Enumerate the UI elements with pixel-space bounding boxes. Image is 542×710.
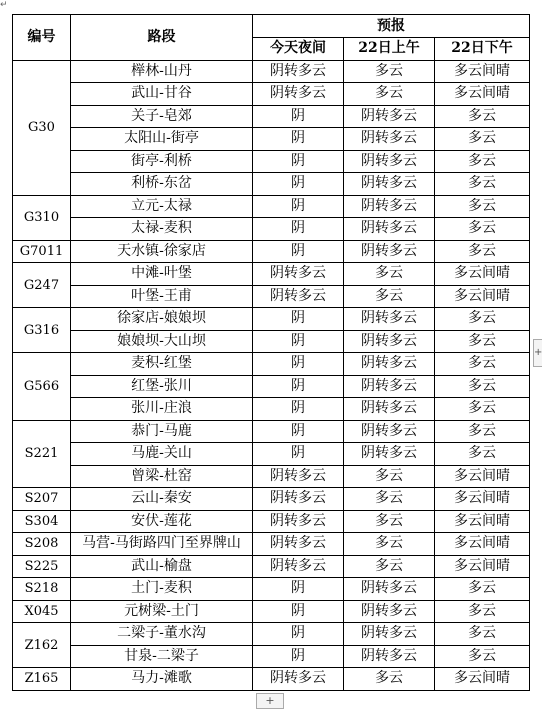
road-section-cell: 中滩-叶堡 bbox=[71, 263, 253, 286]
road-section-cell: 立元-太禄 bbox=[71, 195, 253, 218]
road-code-cell: S225 bbox=[13, 555, 71, 578]
table-row bbox=[13, 353, 530, 376]
pm-cell: 多云间晴 bbox=[435, 465, 530, 488]
tonight-cell: 阴 bbox=[253, 308, 344, 331]
road-code-cell: G316 bbox=[13, 308, 71, 353]
tonight-cell: 阴 bbox=[253, 443, 344, 466]
am-cell: 多云 bbox=[344, 60, 435, 83]
table-row bbox=[13, 285, 530, 308]
tonight-cell: 阴 bbox=[253, 128, 344, 151]
road-code-cell: X045 bbox=[13, 600, 71, 623]
am-cell: 多云 bbox=[344, 668, 435, 691]
am-cell: 阴转多云 bbox=[344, 150, 435, 173]
tonight-cell: 阴 bbox=[253, 623, 344, 646]
header-pm: 22日下午 bbox=[435, 38, 530, 61]
table-row bbox=[13, 510, 530, 533]
pm-cell: 多云 bbox=[435, 443, 530, 466]
road-code-cell: G7011 bbox=[13, 240, 71, 263]
road-section-cell: 二梁子-董水沟 bbox=[71, 623, 253, 646]
table-row bbox=[13, 623, 530, 646]
tonight-cell: 阴 bbox=[253, 375, 344, 398]
road-section-cell: 恭门-马鹿 bbox=[71, 420, 253, 443]
pm-cell: 多云 bbox=[435, 398, 530, 421]
tonight-cell: 阴转多云 bbox=[253, 510, 344, 533]
header-am: 22日上午 bbox=[344, 38, 435, 61]
road-section-cell: 武山-榆盘 bbox=[71, 555, 253, 578]
road-section-cell: 天水镇-徐家店 bbox=[71, 240, 253, 263]
tonight-cell: 阴转多云 bbox=[253, 263, 344, 286]
pm-cell: 多云 bbox=[435, 420, 530, 443]
table-row bbox=[13, 420, 530, 443]
road-code-cell: G247 bbox=[13, 263, 71, 308]
road-section-cell: 曾梁-杜窑 bbox=[71, 465, 253, 488]
am-cell: 阴转多云 bbox=[344, 443, 435, 466]
pm-cell: 多云间晴 bbox=[435, 555, 530, 578]
pm-cell: 多云 bbox=[435, 600, 530, 623]
am-cell: 阴转多云 bbox=[344, 578, 435, 601]
pm-cell: 多云 bbox=[435, 375, 530, 398]
am-cell: 多云 bbox=[344, 285, 435, 308]
tonight-cell: 阴转多云 bbox=[253, 668, 344, 691]
table-row bbox=[13, 195, 530, 218]
am-cell: 阴转多云 bbox=[344, 240, 435, 263]
am-cell: 阴转多云 bbox=[344, 330, 435, 353]
tonight-cell: 阴 bbox=[253, 645, 344, 668]
road-section-cell: 关子-皂郊 bbox=[71, 105, 253, 128]
pm-cell: 多云 bbox=[435, 623, 530, 646]
tonight-cell: 阴 bbox=[253, 353, 344, 376]
am-cell: 多云 bbox=[344, 488, 435, 511]
am-cell: 阴转多云 bbox=[344, 353, 435, 376]
road-section-cell: 张川-庄浪 bbox=[71, 398, 253, 421]
tonight-cell: 阴 bbox=[253, 150, 344, 173]
am-cell: 阴转多云 bbox=[344, 645, 435, 668]
tonight-cell: 阴 bbox=[253, 578, 344, 601]
table-row bbox=[13, 330, 530, 353]
road-section-cell: 街亭-利桥 bbox=[71, 150, 253, 173]
tonight-cell: 阴 bbox=[253, 398, 344, 421]
table-row bbox=[13, 308, 530, 331]
tonight-cell: 阴 bbox=[253, 195, 344, 218]
am-cell: 多云 bbox=[344, 510, 435, 533]
road-section-cell: 叶堡-王甫 bbox=[71, 285, 253, 308]
road-section-cell: 马营-马街路四门至界牌山 bbox=[71, 533, 253, 556]
pm-cell: 多云 bbox=[435, 240, 530, 263]
road-code-cell: Z162 bbox=[13, 623, 71, 668]
table-row bbox=[13, 488, 530, 511]
road-section-cell: 太阳山-街亭 bbox=[71, 128, 253, 151]
road-section-cell: 安伏-莲花 bbox=[71, 510, 253, 533]
road-section-cell: 土门-麦积 bbox=[71, 578, 253, 601]
tonight-cell: 阴 bbox=[253, 240, 344, 263]
am-cell: 阴转多云 bbox=[344, 173, 435, 196]
pm-cell: 多云 bbox=[435, 308, 530, 331]
pm-cell: 多云 bbox=[435, 105, 530, 128]
pm-cell: 多云 bbox=[435, 128, 530, 151]
road-section-cell: 马鹿-关山 bbox=[71, 443, 253, 466]
pm-cell: 多云间晴 bbox=[435, 285, 530, 308]
road-code-cell: S218 bbox=[13, 578, 71, 601]
pm-cell: 多云 bbox=[435, 195, 530, 218]
road-section-cell: 红堡-张川 bbox=[71, 375, 253, 398]
pm-cell: 多云 bbox=[435, 218, 530, 241]
road-code-cell: G30 bbox=[13, 60, 71, 195]
pm-cell: 多云 bbox=[435, 578, 530, 601]
road-section-cell: 云山-秦安 bbox=[71, 488, 253, 511]
table-row bbox=[13, 555, 530, 578]
road-code-cell: S304 bbox=[13, 510, 71, 533]
pm-cell: 多云间晴 bbox=[435, 488, 530, 511]
header-code: 编号 bbox=[13, 15, 71, 61]
table-row bbox=[13, 443, 530, 466]
table-row bbox=[13, 600, 530, 623]
tonight-cell: 阴 bbox=[253, 330, 344, 353]
am-cell: 阴转多云 bbox=[344, 600, 435, 623]
road-code-cell: G310 bbox=[13, 195, 71, 240]
table-row bbox=[13, 263, 530, 286]
am-cell: 阴转多云 bbox=[344, 128, 435, 151]
table-row bbox=[13, 465, 530, 488]
table-body bbox=[13, 60, 530, 690]
road-code-cell: S221 bbox=[13, 420, 71, 488]
tonight-cell: 阴转多云 bbox=[253, 285, 344, 308]
table-row bbox=[13, 128, 530, 151]
tonight-cell: 阴转多云 bbox=[253, 465, 344, 488]
pm-cell: 多云 bbox=[435, 645, 530, 668]
tonight-cell: 阴 bbox=[253, 420, 344, 443]
pm-cell: 多云 bbox=[435, 353, 530, 376]
table-row bbox=[13, 83, 530, 106]
am-cell: 多云 bbox=[344, 533, 435, 556]
table-row bbox=[13, 173, 530, 196]
road-section-cell: 甘泉-二梁子 bbox=[71, 645, 253, 668]
tonight-cell: 阴 bbox=[253, 600, 344, 623]
road-section-cell: 麦积-红堡 bbox=[71, 353, 253, 376]
table-row bbox=[13, 240, 530, 263]
table-row bbox=[13, 375, 530, 398]
pm-cell: 多云间晴 bbox=[435, 60, 530, 83]
table-header bbox=[13, 15, 530, 61]
paragraph-mark-icon: ↵ bbox=[0, 0, 8, 10]
am-cell: 阴转多云 bbox=[344, 420, 435, 443]
am-cell: 多云 bbox=[344, 263, 435, 286]
tonight-cell: 阴 bbox=[253, 105, 344, 128]
table-row bbox=[13, 645, 530, 668]
tonight-cell: 阴转多云 bbox=[253, 555, 344, 578]
tonight-cell: 阴转多云 bbox=[253, 488, 344, 511]
pm-cell: 多云 bbox=[435, 330, 530, 353]
add-column-button[interactable]: + bbox=[533, 339, 542, 367]
forecast-table bbox=[12, 14, 530, 691]
road-section-cell: 利桥-东岔 bbox=[71, 173, 253, 196]
pm-cell: 多云 bbox=[435, 150, 530, 173]
am-cell: 阴转多云 bbox=[344, 195, 435, 218]
tonight-cell: 阴 bbox=[253, 173, 344, 196]
am-cell: 阴转多云 bbox=[344, 623, 435, 646]
header-road: 路段 bbox=[71, 15, 253, 61]
forecast-table-wrapper bbox=[12, 14, 529, 691]
am-cell: 阴转多云 bbox=[344, 105, 435, 128]
road-section-cell: 元树梁-土门 bbox=[71, 600, 253, 623]
header-tonight: 今天夜间 bbox=[253, 38, 344, 61]
table-row bbox=[13, 578, 530, 601]
pm-cell: 多云间晴 bbox=[435, 83, 530, 106]
road-section-cell: 榉林-山丹 bbox=[71, 60, 253, 83]
pm-cell: 多云间晴 bbox=[435, 263, 530, 286]
table-row bbox=[13, 398, 530, 421]
road-code-cell: G566 bbox=[13, 353, 71, 421]
pm-cell: 多云间晴 bbox=[435, 510, 530, 533]
pm-cell: 多云间晴 bbox=[435, 533, 530, 556]
table-row bbox=[13, 218, 530, 241]
road-code-cell: Z165 bbox=[13, 668, 71, 691]
road-code-cell: S208 bbox=[13, 533, 71, 556]
tonight-cell: 阴转多云 bbox=[253, 60, 344, 83]
tonight-cell: 阴转多云 bbox=[253, 533, 344, 556]
am-cell: 多云 bbox=[344, 555, 435, 578]
am-cell: 多云 bbox=[344, 465, 435, 488]
header-forecast: 预报 bbox=[253, 15, 530, 38]
road-section-cell: 太禄-麦积 bbox=[71, 218, 253, 241]
am-cell: 阴转多云 bbox=[344, 398, 435, 421]
am-cell: 阴转多云 bbox=[344, 375, 435, 398]
road-section-cell: 马力-滩歌 bbox=[71, 668, 253, 691]
table-row bbox=[13, 60, 530, 83]
table-row bbox=[13, 150, 530, 173]
road-code-cell: S207 bbox=[13, 488, 71, 511]
pm-cell: 多云间晴 bbox=[435, 668, 530, 691]
tonight-cell: 阴 bbox=[253, 218, 344, 241]
table-row bbox=[13, 105, 530, 128]
am-cell: 阴转多云 bbox=[344, 218, 435, 241]
road-section-cell: 徐家店-娘娘坝 bbox=[71, 308, 253, 331]
tonight-cell: 阴转多云 bbox=[253, 83, 344, 106]
am-cell: 阴转多云 bbox=[344, 308, 435, 331]
road-section-cell: 武山-甘谷 bbox=[71, 83, 253, 106]
add-row-button[interactable]: + bbox=[256, 693, 284, 709]
table-row bbox=[13, 533, 530, 556]
road-section-cell: 娘娘坝-大山坝 bbox=[71, 330, 253, 353]
table-row bbox=[13, 668, 530, 691]
pm-cell: 多云 bbox=[435, 173, 530, 196]
am-cell: 多云 bbox=[344, 83, 435, 106]
